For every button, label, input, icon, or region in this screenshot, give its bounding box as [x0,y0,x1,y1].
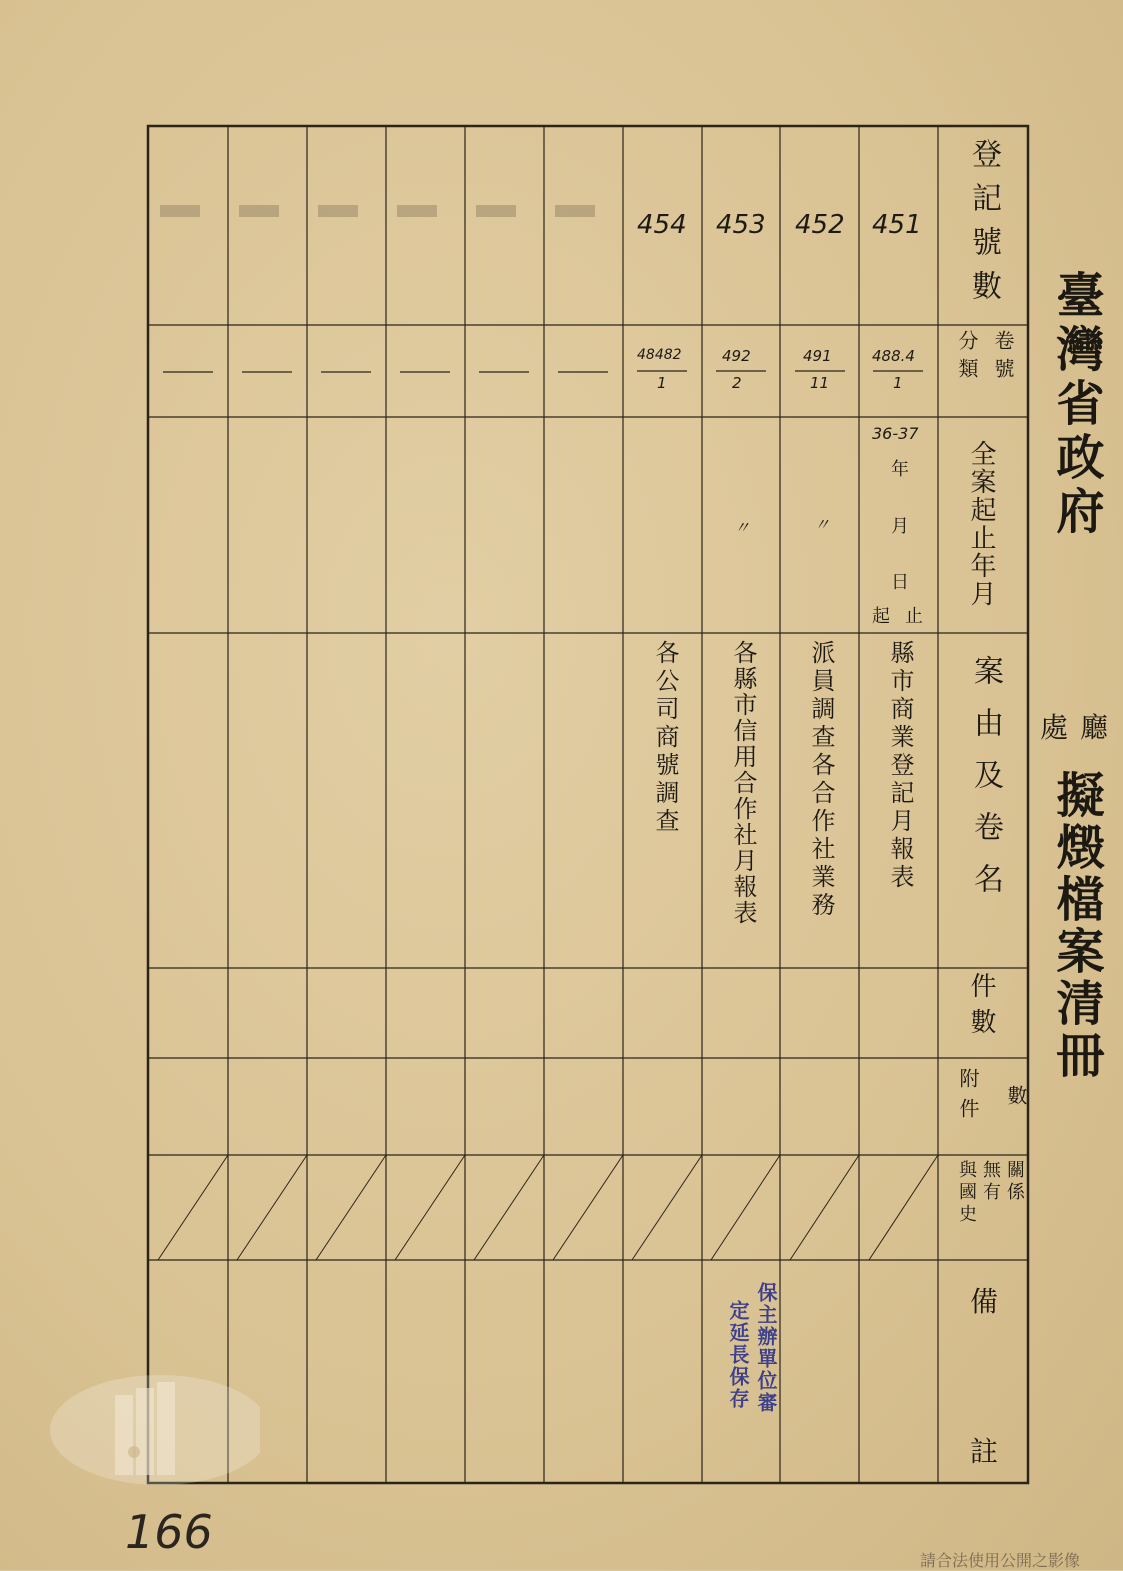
header-remarks-b: 註 [970,1435,999,1468]
period-year-label: 年 [891,459,909,480]
period-month-label: 月 [891,516,909,537]
class-den-452: 11 [810,374,830,392]
ditto-452: 〃 [814,515,831,534]
header-subject: 案由及卷名 [968,655,1003,915]
header-count: 件數 [966,972,996,1044]
bleed-through-marks [160,205,600,217]
header-relevance-c: 關係 [1004,1160,1025,1204]
reg-no-454: 454 [637,210,687,240]
reg-no-453: 453 [716,210,766,240]
period-start-label: 起 [872,606,890,627]
watermark-caption: 請合法使用公開之影像 [920,1551,1081,1570]
subject-453: 各縣市信用合作社月報表 [729,640,757,926]
reg-no-451: 451 [872,210,922,240]
subject-451: 縣市商業登記月報表 [886,640,914,892]
header-period: 全案起止年月 [966,440,996,608]
register-title: 擬燬檔案清冊 [1048,770,1104,1082]
class-den-451: 1 [893,374,903,392]
department-label-b: 處 [1040,711,1069,744]
ditto-453: 〃 [734,518,751,537]
header-attach-b: 數 [1004,1085,1028,1105]
header-class-no: 分類 [955,330,979,386]
reg-no-452: 452 [795,210,845,240]
period-451: 36-37 [872,424,919,443]
retention-stamp-line2: 定延長保存 [726,1300,750,1410]
header-remarks-a: 備 [970,1285,999,1318]
department-label-a: 廳 [1080,711,1109,744]
class-num-454: 48482 [637,347,682,363]
header-relevance-a: 與國史 [956,1160,977,1226]
page-number: 166 [125,1505,213,1559]
header-vol-no: 卷號 [991,330,1015,386]
subject-452: 派員調查各合作社業務 [807,640,835,920]
period-day-label: 日 [891,572,909,593]
class-den-454: 1 [657,374,667,392]
class-num-453: 492 [722,347,751,365]
government-title: 臺灣省政府 [1048,270,1104,540]
header-attach-a: 附件 [956,1068,980,1128]
header-reg-no: 登記號數 [966,138,1001,314]
retention-stamp-line1: 保主辦單位審 [754,1282,778,1414]
period-end-label: 止 [905,606,923,627]
archive-logo-watermark [30,1370,260,1490]
class-num-452: 491 [803,347,832,365]
header-relevance-b: 無有 [980,1160,1001,1204]
class-den-453: 2 [732,374,742,392]
subject-454: 各公司商號調查 [651,640,679,836]
class-num-451: 488.4 [872,347,915,365]
